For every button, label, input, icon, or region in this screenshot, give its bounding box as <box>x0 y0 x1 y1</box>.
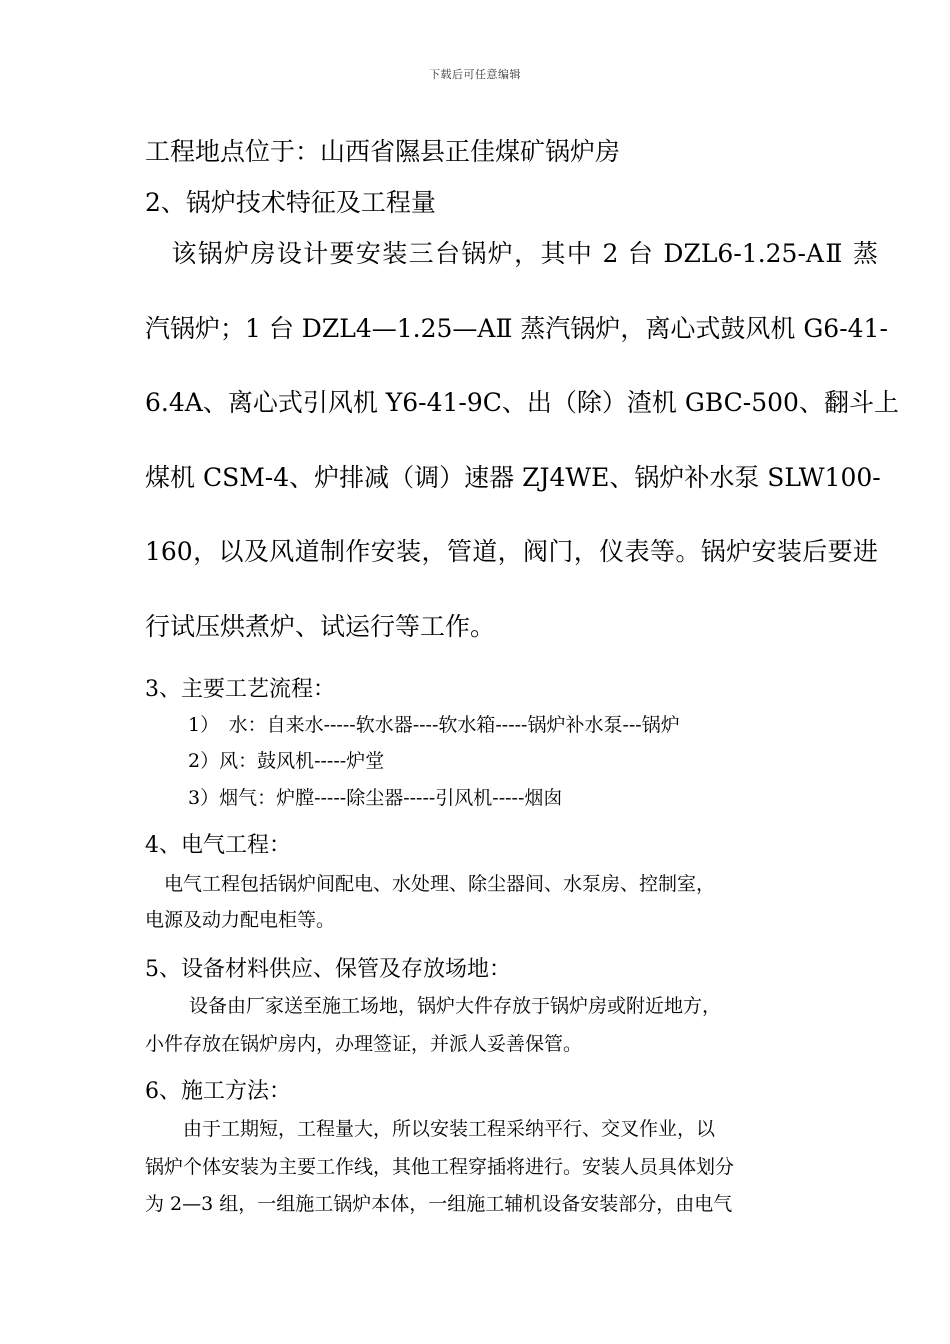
section4-heading: 4、电气工程： <box>145 833 291 858</box>
list-item: 1） 水：自来水-----软水器----软水箱-----锅炉补水泵---锅炉 <box>188 714 680 736</box>
list-item: 2）风：鼓风机-----炉堂 <box>188 750 385 772</box>
section6-heading: 6、施工方法： <box>145 1079 291 1104</box>
body-line: 由于工期短，工程量大，所以安装工程采纳平行、交叉作业，以 <box>145 1118 716 1140</box>
body-line: 锅炉个体安装为主要工作线，其他工程穿插将进行。安装人员具体划分 <box>145 1156 735 1178</box>
body-line: 设备由厂家送至施工场地，锅炉大件存放于锅炉房或附近地方， <box>145 995 722 1017</box>
body-line: 小件存放在锅炉房内，办理签证，并派人妥善保管。 <box>145 1033 583 1055</box>
paragraph-line: 行试压烘煮炉、试运行等工作。 <box>145 612 496 641</box>
body-line: 为 2—3 组，一组施工锅炉本体，一组施工辅机设备安装部分，由电气 <box>145 1193 733 1215</box>
paragraph-line: 6.4A、离心式引风机 Y6-41-9C、出（除）渣机 GBC-500、翻斗上 <box>145 388 899 417</box>
body-line: 电气工程包括锅炉间配电、水处理、除尘器间、水泵房、控制室， <box>145 873 716 895</box>
page-header-note: 下载后可任意编辑 <box>429 68 521 81</box>
section5-heading: 5、设备材料供应、保管及存放场地： <box>145 957 511 982</box>
section3-heading: 3、主要工艺流程： <box>145 677 335 702</box>
paragraph-line: 汽锅炉；1 台 DZL4—1.25—AⅡ 蒸汽锅炉，离心式鼓风机 G6-41- <box>145 314 888 343</box>
paragraph-line: 该锅炉房设计要安装三台锅炉，其中 2 台 DZL6-1.25-AⅡ 蒸 <box>145 239 878 268</box>
list-item: 3）烟气：炉膛-----除尘器-----引风机-----烟囱 <box>188 787 563 809</box>
body-line: 电源及动力配电柜等。 <box>145 909 336 931</box>
paragraph-line: 煤机 CSM-4、炉排减（调）速器 ZJ4WE、锅炉补水泵 SLW100- <box>145 463 881 492</box>
location-line: 工程地点位于：山西省隰县正佳煤矿锅炉房 <box>145 137 621 166</box>
paragraph-line: 160，以及风道制作安装，管道，阀门，仪表等。锅炉安装后要进 <box>145 537 878 566</box>
section2-heading: 2、锅炉技术特征及工程量 <box>145 188 436 217</box>
